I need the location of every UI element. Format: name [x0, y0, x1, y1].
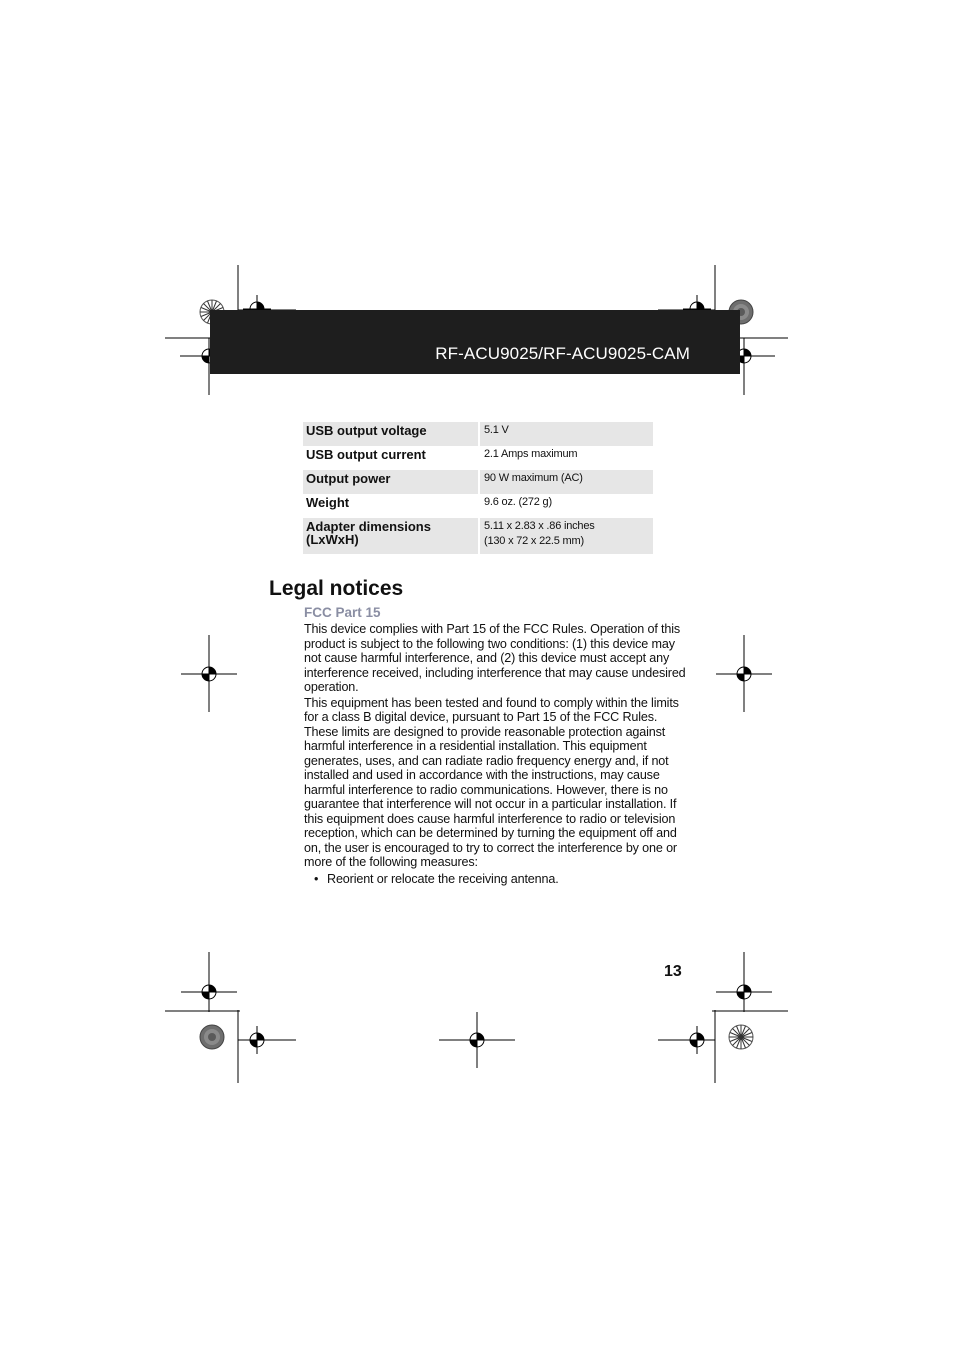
header-title: RF-ACU9025/RF-ACU9025-CAM — [435, 344, 690, 363]
specifications-table — [303, 422, 653, 554]
spec-label — [303, 518, 479, 554]
spec-value — [479, 518, 653, 554]
spec-label-line: (LxWxH) — [306, 532, 359, 547]
bullet-icon: • — [314, 871, 319, 886]
section-title: Legal notices — [269, 577, 404, 600]
spec-value: 9.6 oz. (272 g) — [484, 496, 552, 508]
spec-label: USB output current — [303, 446, 479, 470]
list-item — [314, 872, 689, 887]
table-row — [303, 422, 653, 446]
spec-value: 2.1 Amps maximum — [484, 448, 578, 460]
spec-value: 5.1 V — [479, 422, 653, 446]
table-row — [303, 494, 653, 518]
spec-label-line: Adapter dimensions — [306, 519, 431, 534]
spec-value-line: 5.11 x 2.83 x .86 inches — [484, 520, 595, 532]
page-number: 13 — [664, 963, 682, 980]
list-item-text: Reorient or relocate the receiving antenna. — [327, 871, 559, 886]
spec-value: 90 W maximum (AC) — [479, 470, 653, 494]
spec-label: Output power — [303, 470, 479, 494]
header-band — [210, 310, 740, 374]
table-row — [303, 446, 653, 470]
paragraph: This equipment has been tested and found to comply within the limits for a class B digital device, pursuant to Part 15 of the FCC Rules. These limits are designed to provide reasonable protection against harmful interference in a residential installation. This equipment generates, uses, and can radiate radio frequency energy and, if not installed and used in accordance with the instructions, may cause harmful interference to radio communications. However, there is no guarantee that interference will not occur in a particular installation. If this equipment does cause harmful interference to radio or television reception, which can be determined by turning the equipment off and on, the user is encouraged to try to correct the interference by one or more of the following measures: — [304, 695, 679, 869]
body-text — [304, 622, 689, 886]
spec-label: USB output voltage — [303, 422, 479, 446]
table-row — [303, 518, 653, 554]
spec-label: Weight — [303, 494, 479, 518]
subsection-title: FCC Part 15 — [304, 605, 381, 620]
spec-value-line: (130 x 72 x 22.5 mm) — [484, 535, 584, 547]
paragraph: This device complies with Part 15 of the FCC Rules. Operation of this product is subject to the following two conditions: (1) this device may not cause harmful interference, and (2) this device must accept any interference received, including interference that may cause undesired operation. — [304, 622, 686, 694]
table-row — [303, 470, 653, 494]
